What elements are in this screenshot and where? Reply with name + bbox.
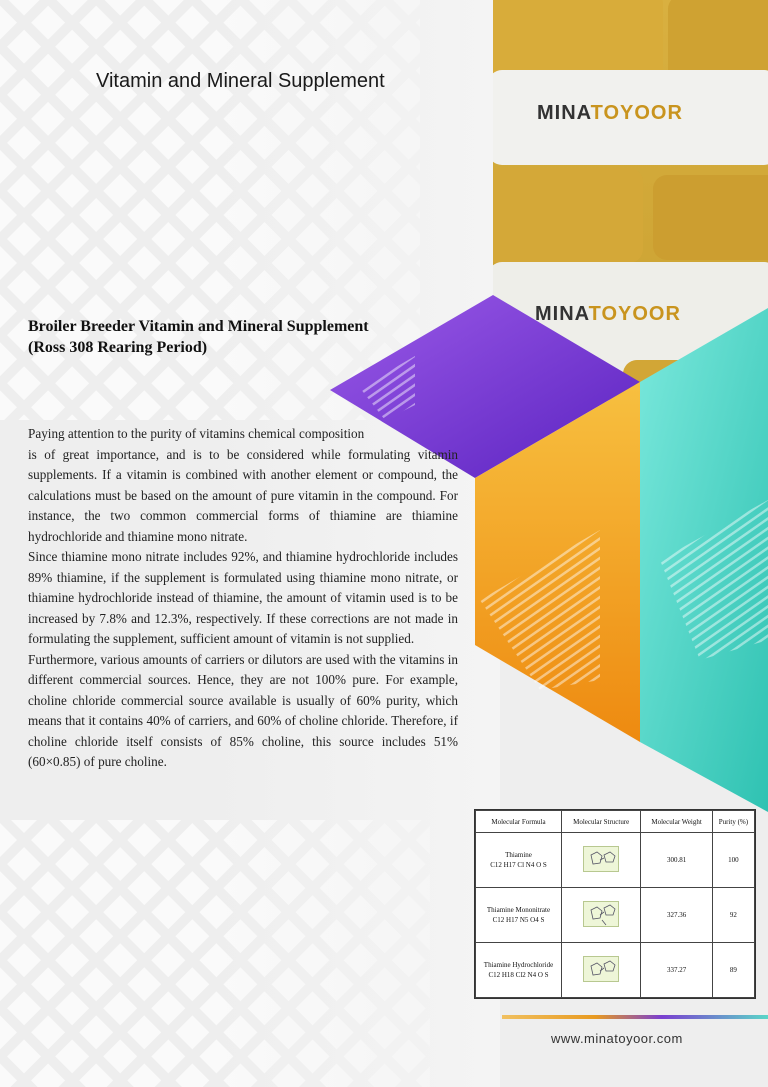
purity-cell: 89: [712, 943, 754, 998]
column-header: Molecular Structure: [562, 811, 641, 833]
footer-website-url[interactable]: www.minatoyoor.com: [551, 1031, 683, 1046]
molecule-structure-icon: [583, 846, 619, 872]
formula-cell: [476, 833, 562, 888]
page-header-title: Vitamin and Mineral Supplement: [96, 70, 385, 92]
paragraph: is of great importance, and is to be considered while formulating vitamin supplements. If a vitamin is combined with another element or compound, the calculations must be based on the amount of pure vitamin in the compound. For instance, the two common commercial forms of thiamine are thiamine hydrochloride and thiamine mono nitrate.: [28, 446, 458, 544]
molecule-structure-icon: [583, 901, 619, 927]
thiamine-table: [474, 809, 756, 999]
purity-cell: 100: [712, 833, 754, 888]
structure-cell: [562, 943, 641, 998]
body-text: [28, 424, 458, 773]
table-row: [476, 943, 755, 998]
weight-cell: 337.27: [641, 943, 712, 998]
table-row: [476, 888, 755, 943]
paragraph: Furthermore, various amounts of carriers or dilutors are used with the vitamins in different commercial sources. Hence, they are not 100% pure. For example, choline chloride commercial source available is usually of 60% purity, which means that it contains 40% of carriers, and 60% of choline chloride. Therefore, if choline chloride itself consists of 85% choline, this source includes 51% (60×0.85) of pure choline.: [28, 651, 458, 769]
column-header: Molecular Weight: [641, 811, 712, 833]
formula-cell: [476, 943, 562, 998]
paragraph: Paying attention to the purity of vitamins chemical composition: [28, 426, 365, 441]
compound-formula: C12 H17 N5 O4 S: [492, 916, 545, 924]
weight-cell: 327.36: [641, 888, 712, 943]
column-header: Molecular Formula: [476, 811, 562, 833]
compound-name: Thiamine Hydrochloride: [483, 961, 554, 969]
table-header-row: [476, 811, 755, 833]
paragraph: Since thiamine mono nitrate includes 92%, and thiamine hydrochloride includes 89% thiamine, if the supplement is formulated using thiamine mono nitrate, or thiamine hydrochloride instead of thiamine, the amount of vitamin used is to be increased by 7.8% and 12.3%, respectively. If these corrections are not made in formulating the supplement, sufficient amount of vitamin is not supplied.: [28, 549, 458, 646]
bag-brand-label: MINATOYOOR: [535, 303, 681, 325]
molecule-structure-icon: [583, 956, 619, 982]
table-row: [476, 833, 755, 888]
section-title-line: Broiler Breeder Vitamin and Mineral Supplement: [28, 318, 369, 335]
compound-formula: C12 H18 Cl2 N4 O S: [488, 971, 549, 979]
section-title: [28, 316, 448, 358]
compound-formula: C12 H17 Cl N4 O S: [490, 861, 547, 869]
weight-cell: 300.81: [641, 833, 712, 888]
column-header: Purity (%): [712, 811, 754, 833]
compound-name: Thiamine Mononitrate: [486, 906, 551, 914]
formula-cell: [476, 888, 562, 943]
section-subtitle: (Ross 308 Rearing Period): [28, 339, 208, 356]
compound-name: Thiamine: [505, 851, 532, 859]
structure-cell: [562, 833, 641, 888]
structure-cell: [562, 888, 641, 943]
purity-cell: 92: [712, 888, 754, 943]
footer-gradient-bar: [502, 1015, 768, 1019]
bag-brand-label: MINATOYOOR: [537, 102, 683, 124]
